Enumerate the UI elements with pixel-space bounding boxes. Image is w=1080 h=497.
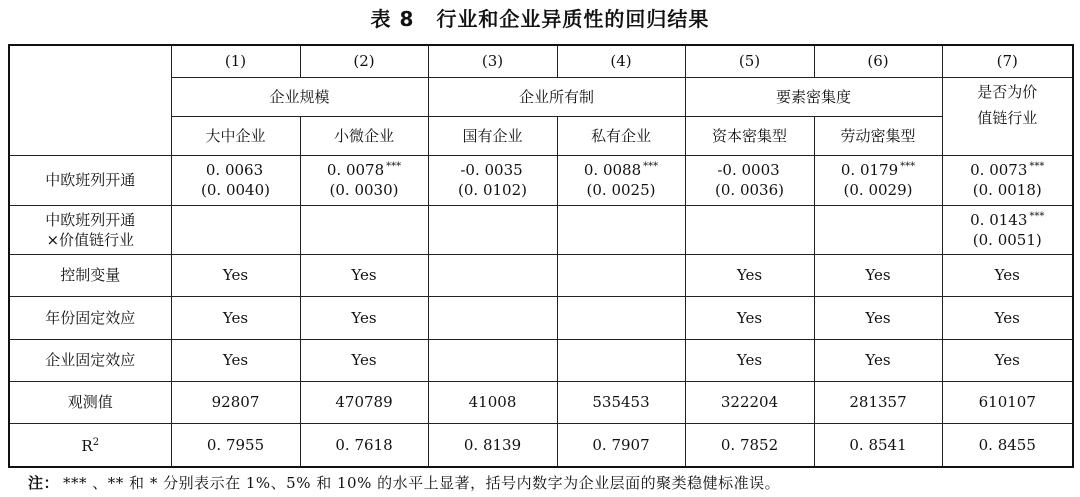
cell-obs-6: 281357	[814, 381, 942, 423]
regression-table	[8, 44, 1074, 468]
row-label-controls: 控制变量	[9, 254, 171, 296]
note-text: *** 、** 和 * 分别表示在 1%、5% 和 10% 的水平上显著，括号内数字为企业层面的聚类稳健标准误。	[63, 474, 781, 492]
table-row-interaction	[9, 205, 1073, 254]
cell-r2-5: 0. 7852	[685, 423, 814, 467]
cell-firm-fe-3	[428, 339, 557, 381]
note-lead: 注：	[28, 474, 60, 492]
cell-year-fe-4	[557, 296, 685, 339]
cell-r2-7: 0. 8455	[942, 423, 1073, 467]
group-ownership: 企业所有制	[428, 77, 685, 116]
cell-year-fe-3	[428, 296, 557, 339]
cell-year-fe-2: Yes	[300, 296, 428, 339]
cell-firm-fe-7: Yes	[942, 339, 1073, 381]
table-note	[28, 472, 1068, 494]
subheader-private: 私有企业	[557, 116, 685, 155]
table-row-train-opening	[9, 155, 1073, 205]
cell-obs-3: 41008	[428, 381, 557, 423]
cell-obs-7: 610107	[942, 381, 1073, 423]
cell-year-fe-1: Yes	[171, 296, 300, 339]
table-number: 表 8	[370, 7, 415, 31]
header-stub	[9, 45, 171, 155]
group-value-chain	[942, 77, 1073, 155]
row-label-observations: 观测值	[9, 381, 171, 423]
cell-interaction-2	[300, 205, 428, 254]
table-title-text: 行业和企业异质性的回归结果	[436, 7, 710, 31]
cell-obs-2: 470789	[300, 381, 428, 423]
table-title	[0, 6, 1080, 32]
group-firm-size: 企业规模	[171, 77, 428, 116]
cell-r2-4: 0. 7907	[557, 423, 685, 467]
col-number-1: (1)	[171, 45, 300, 77]
cell-interaction-5	[685, 205, 814, 254]
cell-train-6: 0. 0179 *** (0. 0029)	[814, 155, 942, 205]
cell-firm-fe-5: Yes	[685, 339, 814, 381]
cell-controls-3	[428, 254, 557, 296]
cell-r2-1: 0. 7955	[171, 423, 300, 467]
cell-controls-2: Yes	[300, 254, 428, 296]
cell-controls-7: Yes	[942, 254, 1073, 296]
group-factor-intensity: 要素密集度	[685, 77, 942, 116]
subheader-capital-intensive: 资本密集型	[685, 116, 814, 155]
cell-obs-4: 535453	[557, 381, 685, 423]
col-number-7: (7)	[942, 45, 1073, 77]
table-row-year-fe	[9, 296, 1073, 339]
subheader-large-medium: 大中企业	[171, 116, 300, 155]
col-number-5: (5)	[685, 45, 814, 77]
cell-year-fe-7: Yes	[942, 296, 1073, 339]
group-value-chain-line1: 是否为价	[977, 82, 1038, 101]
cell-r2-3: 0. 8139	[428, 423, 557, 467]
subheader-small-micro: 小微企业	[300, 116, 428, 155]
cell-controls-6: Yes	[814, 254, 942, 296]
cell-interaction-4	[557, 205, 685, 254]
cell-firm-fe-1: Yes	[171, 339, 300, 381]
col-number-3: (3)	[428, 45, 557, 77]
cell-interaction-7: 0. 0143 *** (0. 0051)	[942, 205, 1073, 254]
subheader-state-owned: 国有企业	[428, 116, 557, 155]
cell-interaction-1	[171, 205, 300, 254]
cell-r2-6: 0. 8541	[814, 423, 942, 467]
col-number-4: (4)	[557, 45, 685, 77]
cell-train-1: 0. 0063 (0. 0040)	[171, 155, 300, 205]
cell-year-fe-5: Yes	[685, 296, 814, 339]
row-label-year-fe: 年份固定效应	[9, 296, 171, 339]
col-number-6: (6)	[814, 45, 942, 77]
subheader-labor-intensive: 劳动密集型	[814, 116, 942, 155]
cell-firm-fe-2: Yes	[300, 339, 428, 381]
cell-obs-1: 92807	[171, 381, 300, 423]
col-number-2: (2)	[300, 45, 428, 77]
cell-train-5: -0. 0003 (0. 0036)	[685, 155, 814, 205]
cell-interaction-6	[814, 205, 942, 254]
cell-obs-5: 322204	[685, 381, 814, 423]
cell-firm-fe-4	[557, 339, 685, 381]
header-row-col-numbers	[9, 45, 1073, 77]
row-label-interaction: 中欧班列开通 ×价值链行业	[9, 205, 171, 254]
cell-firm-fe-6: Yes	[814, 339, 942, 381]
cell-year-fe-6: Yes	[814, 296, 942, 339]
row-label-r-squared: $R^2$	[9, 423, 171, 467]
cell-r2-2: 0. 7618	[300, 423, 428, 467]
row-label-train-opening: 中欧班列开通	[9, 155, 171, 205]
table-row-observations	[9, 381, 1073, 423]
group-value-chain-line2: 值链行业	[977, 108, 1038, 127]
table-row-r-squared	[9, 423, 1073, 467]
cell-controls-1: Yes	[171, 254, 300, 296]
cell-controls-4	[557, 254, 685, 296]
cell-controls-5: Yes	[685, 254, 814, 296]
table-row-firm-fe	[9, 339, 1073, 381]
cell-train-4: 0. 0088 *** (0. 0025)	[557, 155, 685, 205]
cell-train-7: 0. 0073 *** (0. 0018)	[942, 155, 1073, 205]
cell-train-3: -0. 0035 (0. 0102)	[428, 155, 557, 205]
table-row-controls	[9, 254, 1073, 296]
cell-train-2: 0. 0078 *** (0. 0030)	[300, 155, 428, 205]
row-label-firm-fe: 企业固定效应	[9, 339, 171, 381]
cell-interaction-3	[428, 205, 557, 254]
